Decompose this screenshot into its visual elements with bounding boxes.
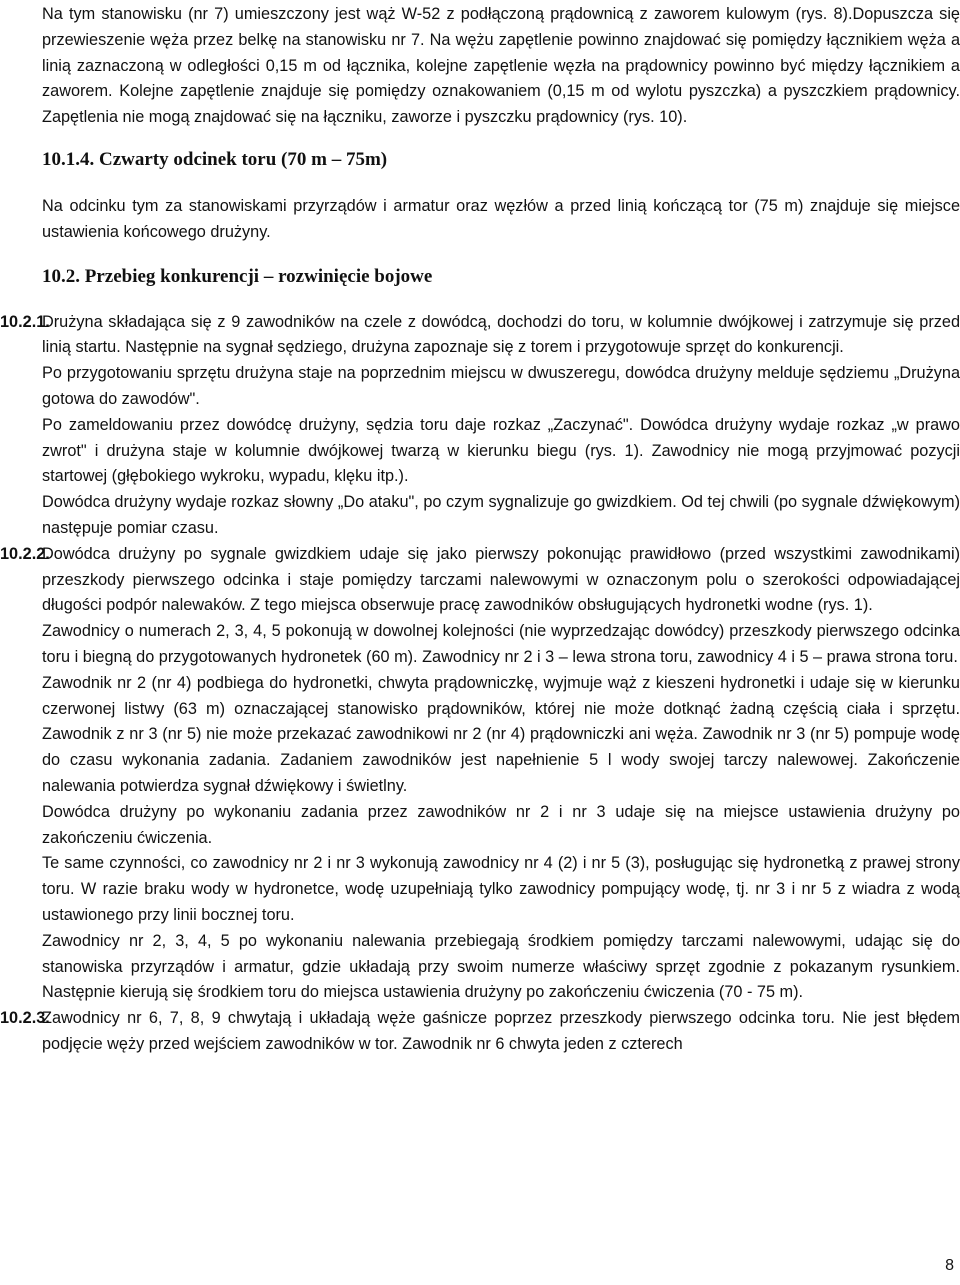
section-10-2-2-c: Zawodnik nr 2 (nr 4) podbiega do hydronetki, chwyta prądowniczkę, wyjmuje wąż z kieszeni hydronetki i udaje się w kierunku czerwonej listwy (63 m) oznaczającej stanowisko prądowników, której nie może dotknąć żadną częścią ciała i sprzętu. Zawodnik z nr 3 (nr 5) nie może przekazać zawodnikowi nr 2 (nr 4) prądowniczki ani węża. Zawodnik nr 3 (nr 5) pompuje wodę do czasu wykonania zadania. Zadaniem zawodników jest napełnienie 5 l wody swojej tarczy nalewowej. Zakończenie nalewania potwierdza sygnał dźwiękowy i świetlny. (42, 673, 960, 795)
page-number: 8 (945, 1257, 954, 1274)
paragraph-hose-loops: Na tym stanowisku (nr 7) umieszczony jest wąż W-52 z podłączoną prądownicą z zaworem kulowym (rys. 8).Dopuszcza się przewieszenie węża przez belkę na stanowisku nr 7. Na wężu zapętlenie powinno znajdować się pomiędzy łącznikiem węża a linią zaznaczoną w odległości 0,15 m od łącznika, kolejne zapętlenie węzła na prądownicy powinno być między łącznikiem a zaworem. Kolejne zapętlenie znajduje się pomiędzy oznakowaniem (0,15 m od wylotu pyszczka) a pyszczkiem prądownicy. Zapętlenia nie mogą znajdować się na łączniku, zaworze i pyszczku prądownicy (rys. 10). (42, 5, 960, 127)
paragraph-fourth-section: Na odcinku tym za stanowiskami przyrządów i armatur oraz węzłów a przed linią kończącą tor (75 m) znajduje się miejsce ustawienia końcowego drużyny. (42, 196, 960, 241)
heading-10-2: 10.2. Przebieg konkurencji – rozwinięcie bojowe (42, 265, 433, 287)
section-10-2-2-f: Zawodnicy nr 2, 3, 4, 5 po wykonaniu nalewania przebiegają środkiem pomiędzy tarczami nalewowymi, udając się do stanowiska przyrządów i armatur, gdzie układają przy swoim numerze właściwy sprzęt zgodnie z pokazanym rysunkiem. Następnie kierują się środkiem toru do miejsca ustawienia drużyny po zakończeniu ćwiczenia (70 - 75 m). (42, 931, 960, 1002)
section-text: Dowódca drużyny po sygnale gwizdkiem udaje się jako pierwszy pokonując prawidłowo (przed wszystkimi zawodnikami) przeszkody pierwszego odcinka i staje pomiędzy tarczami nalewowymi w oznaczonym polu o szerokości odpowiadającej długości podpór nalewaków. Z tego miejsca obserwuje pracę zawodników obsługujących hydronetki wodne (rys. 1). (42, 544, 960, 615)
section-10-2-2-e: Te same czynności, co zawodnicy nr 2 i nr 3 wykonują zawodnicy nr 4 (2) i nr 5 (3), posługując się hydronetką z prawej strony toru. W razie braku wody w hydronetce, wodę uzupełniają tylko zawodnicy pompujący wodę, tj. nr 3 i nr 5 z wiadra z wodą ustawionego przy linii bocznej toru. (42, 854, 960, 924)
section-10-2-3 (0, 1006, 960, 1058)
section-number: 10.2.3. (0, 1009, 50, 1028)
section-number: 10.2.1. (0, 312, 50, 331)
section-10-2-1-c: Po zameldowaniu przez dowódcę drużyny, sędzia toru daje rozkaz „Zaczynać". Dowódca drużyny wydaje rozkaz „w prawo zwrot" i drużyna staje w kolumnie dwójkowej twarzą w kierunku biegu (rys. 1). Zawodnicy nie mogą przyjmować pozycji startowej (głębokiego wykroku, wypadu, klęku itp.). (42, 415, 960, 486)
section-number: 10.2.2. (0, 544, 50, 563)
section-10-2-1 (0, 310, 960, 362)
section-text: Drużyna składająca się z 9 zawodników na czele z dowódcą, dochodzi do toru, w kolumnie dwójkowej i zatrzymuje się przed linią startu. Następnie na sygnał sędziego, drużyna zapoznaje się z torem i przygotowuje sprzęt do konkurencji. (42, 312, 960, 357)
section-10-2-2 (0, 542, 960, 619)
section-text: Zawodnicy nr 6, 7, 8, 9 chwytają i układają węże gaśnicze poprzez przeszkody pierwszego odcinka toru. Nie jest błędem podjęcie węży przed wejściem zawodników w tor. Zawodnik nr 6 chwyta jeden z czterech (42, 1009, 960, 1053)
section-10-2-2-d: Dowódca drużyny po wykonaniu zadania przez zawodników nr 2 i nr 3 udaje się na miejsce ustawienia drużyny po zakończeniu ćwiczenia. (42, 802, 960, 847)
section-10-2-2-b: Zawodnicy o numerach 2, 3, 4, 5 pokonują w dowolnej kolejności (nie wyprzedzając dowódcy) przeszkody pierwszego odcinka toru i biegną do przygotowanych hydronetek (60 m). Zawodnicy nr 2 i 3 – lewa strona toru, zawodnicy 4 i 5 – prawa strona toru. (42, 622, 960, 666)
section-10-2-1-b: Po przygotowaniu sprzętu drużyna staje na poprzednim miejscu w dwuszeregu, dowódca drużyny melduje sędziemu „Drużyna gotowa do zawodów". (42, 364, 960, 408)
section-10-2-1-d: Dowódca drużyny wydaje rozkaz słowny „Do ataku", po czym sygnalizuje go gwizdkiem. Od tej chwili (po sygnale dźwiękowym) następuje pomiar czasu. (42, 493, 960, 537)
heading-10-1-4: 10.1.4. Czwarty odcinek toru (70 m – 75m) (42, 148, 388, 170)
